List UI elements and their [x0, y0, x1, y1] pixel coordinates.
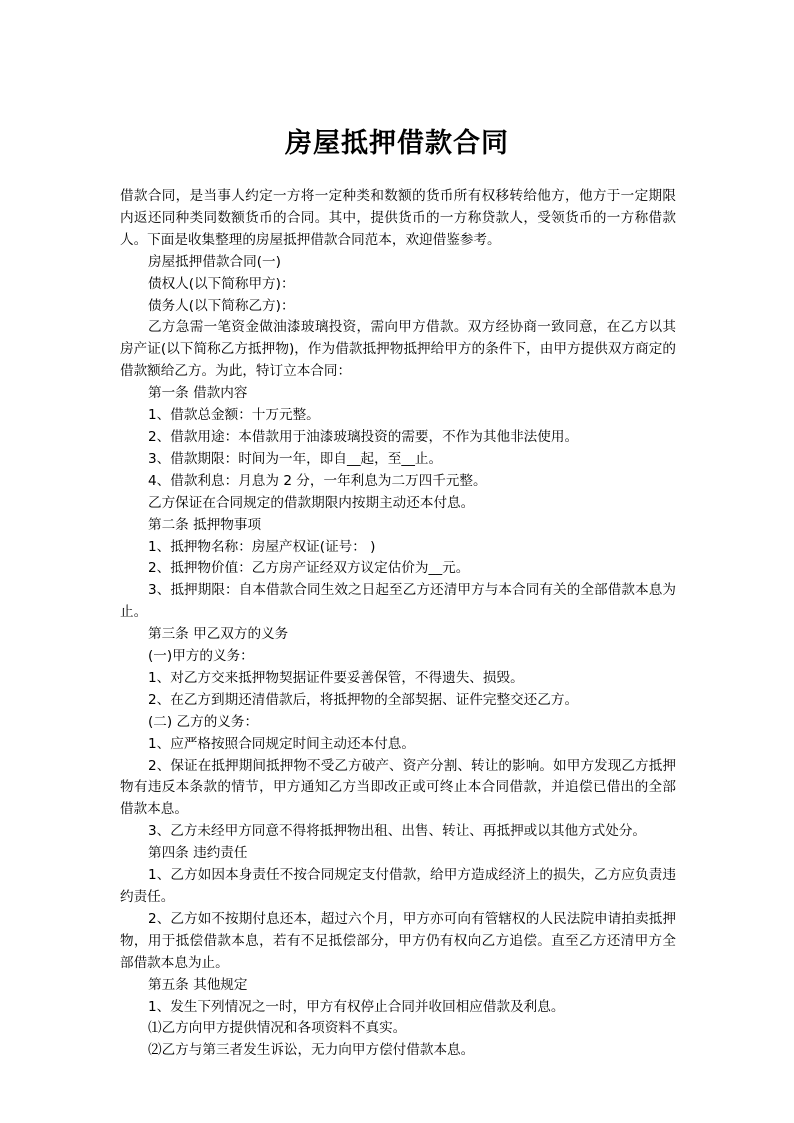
- paragraph: 2、乙方如不按期付息还本，超过六个月，甲方亦可向有管辖权的人民法院申请拍卖抵押物，用于抵偿借款本息，若有不足抵偿部分，甲方仍有权向乙方追偿。直至乙方还清甲方全部借款本息为止。: [120, 910, 676, 971]
- document-title: 房屋抵押借款合同: [285, 128, 509, 159]
- paragraph: 4、借款利息：月息为 2 分，一年利息为二万四千元整。: [148, 472, 487, 489]
- paragraph: 借款合同，是当事人约定一方将一定种类和数额的货币所有权移转给他方，他方于一定期限内返还同种类同数额货币的合同。其中，提供货币的一方称贷款人，受领货币的一方称借款人。下面是收集整理的房屋抵押借款合同范本，欢迎借鉴参考。: [120, 188, 676, 248]
- paragraph: 第四条 违约责任: [148, 845, 248, 862]
- paragraph: 第一条 借款内容: [148, 385, 248, 402]
- paragraph: 3、抵押期限：自本借款合同生效之日起至乙方还清甲方与本合同有关的全部借款本息为止。: [120, 582, 676, 621]
- paragraph: 房屋抵押借款合同(一): [148, 253, 281, 270]
- paragraph: 2、在乙方到期还清借款后，将抵押物的全部契据、证件完整交还乙方。: [148, 691, 579, 708]
- paragraph: 2、借款用途：本借款用于油漆玻璃投资的需要，不作为其他非法使用。: [148, 428, 579, 445]
- paragraph: 第三条 甲乙双方的义务: [148, 626, 289, 643]
- paragraph: (一)甲方的义务：: [148, 648, 254, 665]
- paragraph: 1、乙方如因本身责任不按合同规定支付借款，给甲方造成经济上的损失，乙方应负责违约责任。: [120, 867, 676, 905]
- paragraph: 1、抵押物名称：房屋产权证(证号： ): [148, 538, 376, 555]
- paragraph: ⑴乙方向甲方提供情况和各项资料不真实。: [148, 1020, 407, 1037]
- paragraph: (二) 乙方的义务：: [148, 713, 259, 730]
- paragraph: 2、抵押物价值：乙方房产证经双方议定估价为__元。: [148, 560, 470, 577]
- paragraph: 债务人(以下简称乙方)：: [148, 297, 295, 314]
- paragraph: 第二条 抵押物事项: [148, 516, 262, 533]
- paragraph: 2、保证在抵押期间抵押物不受乙方破产、资产分割、转让的影响。如甲方发现乙方抵押物有违反本条款的情节，甲方通知乙方当即改正或可终止本合同借款，并追偿已借出的全部借款本息。: [120, 757, 676, 818]
- paragraph: 3、乙方未经甲方同意不得将抵押物出租、出售、转让、再抵押或以其他方式处分。: [148, 823, 647, 840]
- paragraph: 3、借款期限：时间为一年，即自__起，至__止。: [148, 450, 443, 467]
- paragraph: 乙方保证在合同规定的借款期限内按期主动还本付息。: [148, 494, 475, 511]
- paragraph: 乙方急需一笔资金做油漆玻璃投资，需向甲方借款。双方经协商一致同意，在乙方以其房产证(以下简称乙方抵押物)，作为借款抵押物抵押给甲方的条件下，由甲方提供双方商定的借款额给乙方。为此，特订立本合同：: [120, 319, 676, 380]
- paragraph: 1、发生下列情况之一时，甲方有权停止合同并收回相应借款及利息。: [148, 998, 565, 1015]
- paragraph: ⑵乙方与第三者发生诉讼，无力向甲方偿付借款本息。: [148, 1042, 475, 1059]
- paragraph: 1、应严格按照合同规定时间主动还本付息。: [148, 735, 415, 752]
- paragraph: 债权人(以下简称甲方)：: [148, 275, 295, 292]
- document-body: [120, 186, 676, 1062]
- paragraph: 第五条 其他规定: [148, 976, 248, 993]
- paragraph: 1、借款总金额：十万元整。: [148, 407, 320, 424]
- paragraph: 1、对乙方交来抵押物契据证件要妥善保管，不得遗失、损毁。: [148, 669, 524, 686]
